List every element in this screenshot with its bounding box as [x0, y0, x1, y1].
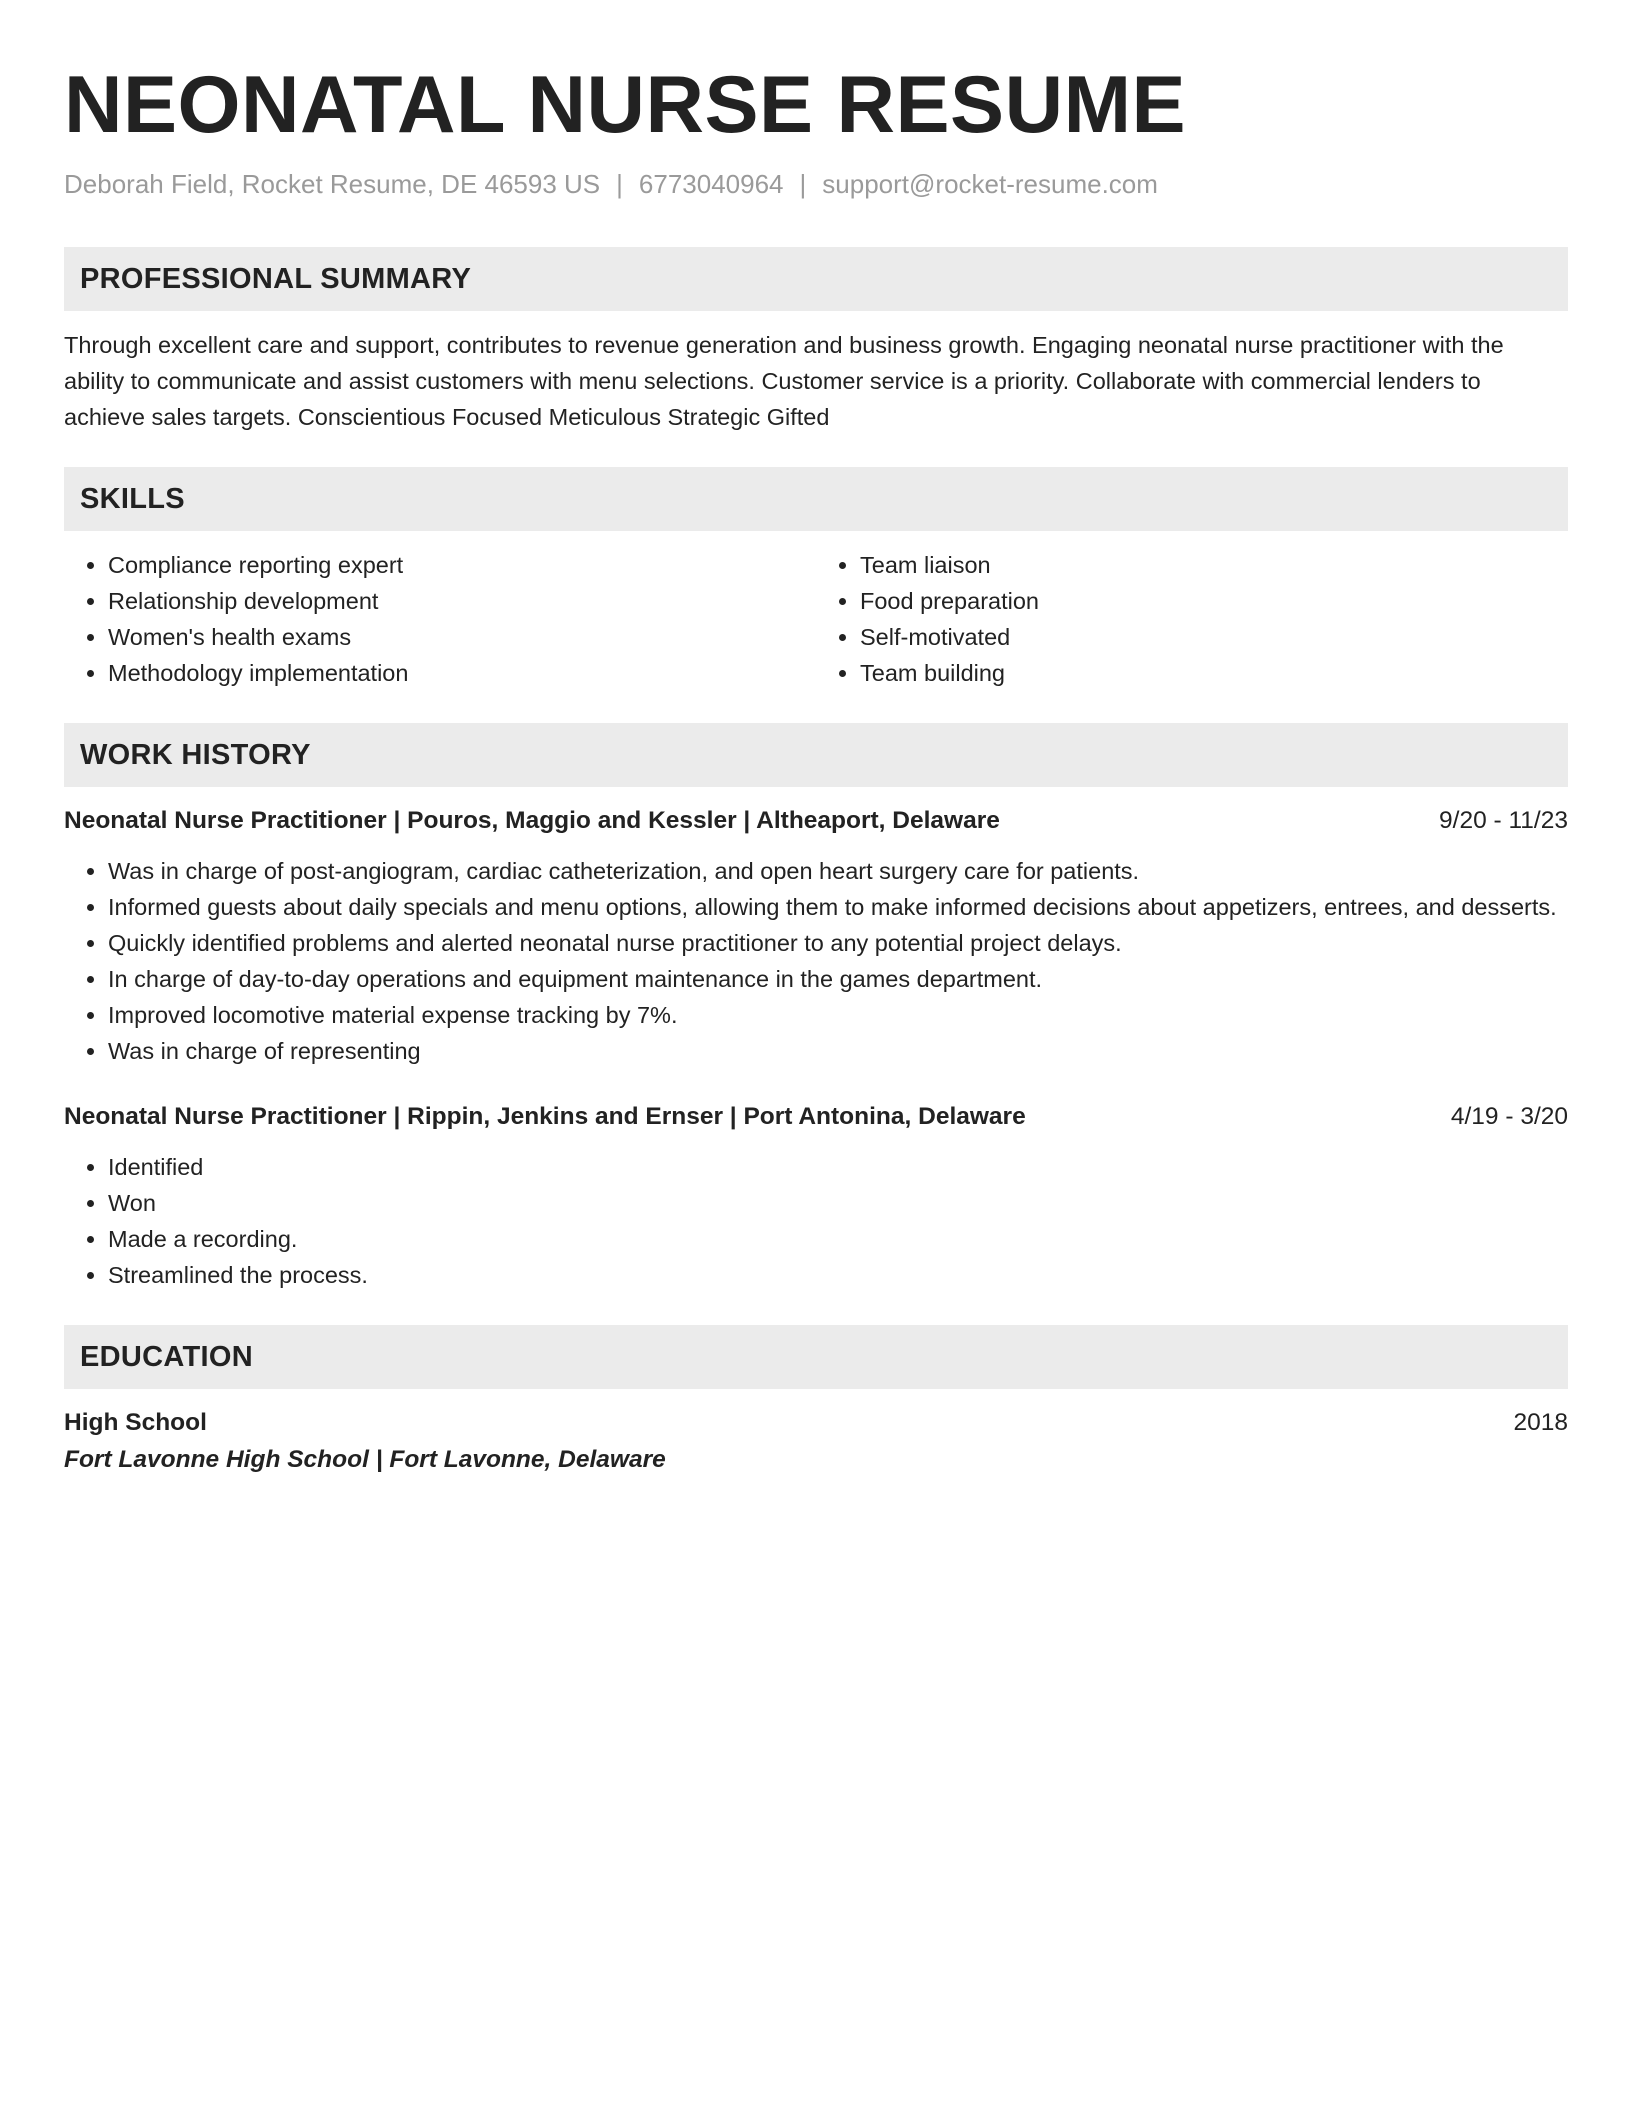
job-entry [64, 803, 1568, 1069]
skills-list [64, 547, 1568, 691]
skill-item: • Compliance reporting expert [108, 547, 816, 583]
contact-email: support@rocket-resume.com [822, 169, 1158, 199]
job-title: Neonatal Nurse Practitioner | Pouros, Maggio and Kessler | Altheaport, Delaware [64, 807, 1000, 834]
contact-address: Deborah Field, Rocket Resume, DE 46593 US [64, 169, 601, 199]
summary-text: Through excellent care and support, contributes to revenue generation and business growth. Engaging neonatal nurse practitioner with the ability to communicate and assist customers with menu selections. Customer service is a priority. Collaborate with commercial lenders to achieve sales targets. Conscientious Focused Meticulous Strategic Gifted [64, 332, 1504, 430]
job-bullet: • Informed guests about daily specials and menu options, allowing them to make informed decisions about appetizers, entrees, and desserts. [108, 889, 1568, 925]
job-bullet: • Streamlined the process. [108, 1257, 1568, 1293]
skill-item: • Food preparation [860, 583, 1568, 619]
skill-item: • Team liaison [860, 547, 1568, 583]
skill-item: • Relationship development [108, 583, 816, 619]
skill-item: • Methodology implementation [108, 655, 816, 691]
job-bullet: • Won [108, 1185, 1568, 1221]
job-header [64, 803, 1568, 839]
contact-separator: | [616, 169, 623, 199]
contact-line [64, 166, 1568, 202]
work-history-heading-label: WORK HISTORY [80, 738, 311, 771]
job-bullet: • Quickly identified problems and alerted neonatal nurse practitioner to any potential project delays. [108, 925, 1568, 961]
job-header [64, 1099, 1568, 1135]
resume-title: NEONATAL NURSE RESUME [64, 60, 1187, 150]
skill-item: • Self-motivated [860, 619, 1568, 655]
education-school: Fort Lavonne High School | Fort Lavonne, Delaware [64, 1446, 666, 1473]
summary-heading-label: PROFESSIONAL SUMMARY [80, 262, 472, 295]
skills-column-right [816, 547, 1568, 691]
skills-column-left [64, 547, 816, 691]
education-heading [64, 1325, 1568, 1389]
education-entry [64, 1405, 1568, 1441]
skills-heading [64, 467, 1568, 531]
job-bullets [64, 853, 1568, 1069]
job-bullet: • Made a recording. [108, 1221, 1568, 1257]
job-bullet: • Was in charge of representing [108, 1033, 1568, 1069]
work-history-heading [64, 723, 1568, 787]
job-bullet: • Was in charge of post-angiogram, cardiac catheterization, and open heart surgery care for patients. [108, 853, 1568, 889]
job-bullet: • Improved locomotive material expense tracking by 7%. [108, 997, 1568, 1033]
skills-heading-label: SKILLS [80, 482, 185, 515]
job-dates: 4/19 - 3/20 [1450, 1103, 1568, 1130]
job-dates: 9/20 - 11/23 [1439, 807, 1568, 834]
job-bullet: • In charge of day-to-day operations and equipment maintenance in the games department. [108, 961, 1568, 997]
education-year: 2018 [1513, 1409, 1568, 1436]
job-bullet: • Identified [108, 1149, 1568, 1185]
contact-phone: 6773040964 [638, 169, 784, 199]
skill-item: • Women's health exams [108, 619, 816, 655]
job-bullets [64, 1149, 1568, 1293]
education-degree: High School [64, 1409, 207, 1436]
education-heading-label: EDUCATION [80, 1340, 253, 1373]
contact-separator: | [799, 169, 807, 199]
summary-heading [64, 247, 1568, 311]
job-entry [64, 1099, 1568, 1293]
job-title: Neonatal Nurse Practitioner | Rippin, Jenkins and Ernser | Port Antonina, Delaware [64, 1103, 1026, 1130]
skill-item: • Team building [860, 655, 1568, 691]
